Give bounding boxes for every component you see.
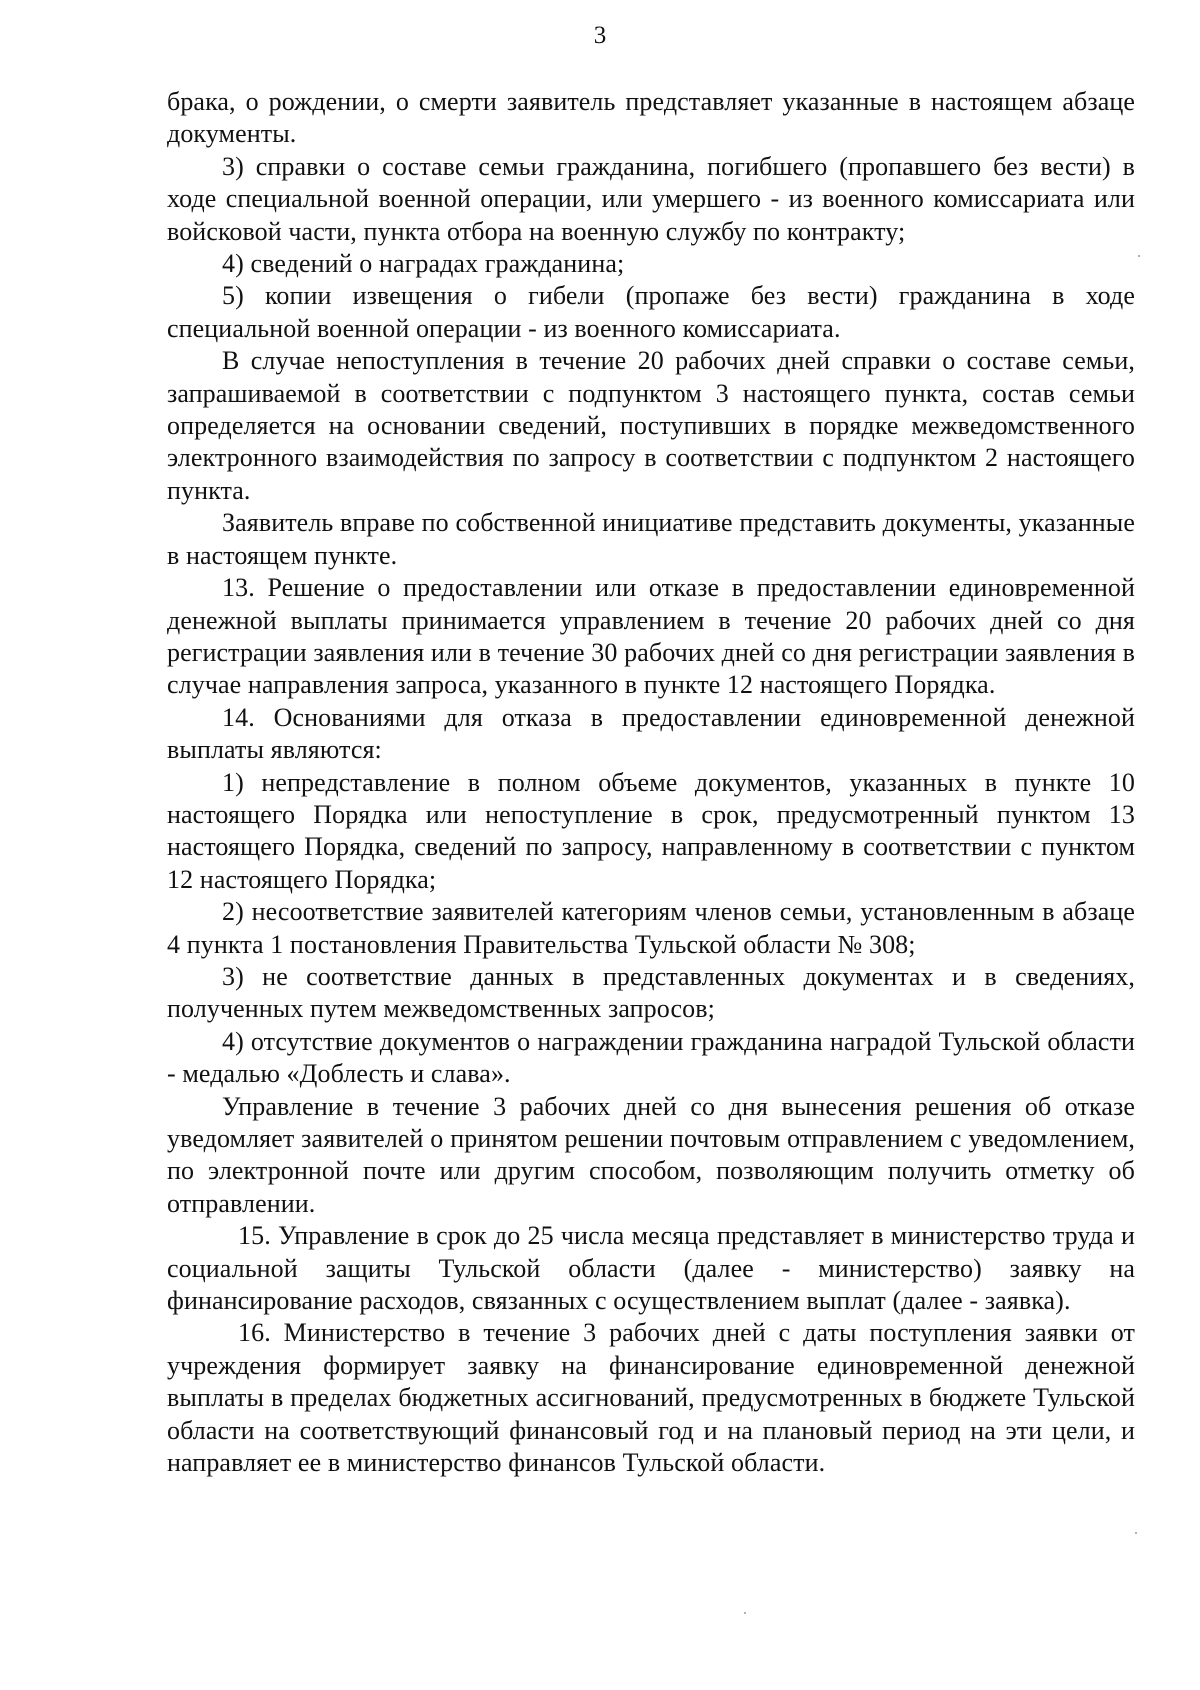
refusal-ground-4: 4) отсутствие документов о награждении гражданина наградой Тульской области - медалью «Доблесть и слава». [167, 1026, 1135, 1089]
list-item-4-awards: 4) сведений о наградах гражданина; [222, 249, 625, 279]
paragraph-refusal-notice: Управление в течение 3 рабочих дней со дня вынесения решения об отказе уведомляет заявителей о принятом решении почтовым отправлением с уведомлением, по электронной почте или другим способом, позволяющим получить отметку об отправлении. [167, 1091, 1135, 1218]
list-item-5-death-notice: 5) копии извещения о гибели (пропаже без вести) гражданина в ходе специальной военной операции - из военного комиссариата. [167, 281, 1135, 343]
scan-speck [1138, 255, 1140, 257]
document-body [167, 86, 1135, 1479]
clause-16-ministry: 16. Министерство в течение 3 рабочих дней с даты поступления заявки от учреждения формирует заявку на финансирование единовременной денежной выплаты в пределах бюджетных ассигнований, предусмотренных в бюджете Тульской области на соответствующий финансовый год и на плановый период на эти цели, и направляет ее в министерство финансов Тульской области. [167, 1318, 1135, 1478]
refusal-ground-1: 1) непредставление в полном объеме документов, указанных в пункте 10 настоящего Порядка или непоступление в срок, предусмотренный пунктом 13 настоящего Порядка, сведений по запросу, направленному в соответствии с пунктом 12 настоящего Порядка; [167, 767, 1135, 894]
clause-13-decision: 13. Решение о предоставлении или отказе в предоставлении единовременной денежной выплаты принимается управлением в течение 20 рабочих дней со дня регистрации заявления или в течение 30 рабочих дней со дня регистрации заявления в случае направления запроса, указанного в пункте 12 настоящего Порядка. [167, 573, 1135, 700]
clause-15-application: 15. Управление в срок до 25 числа месяца представляет в министерство труда и социальной защиты Тульской области (далее - министерство) заявку на финансирование расходов, связанных с осуществлением выплат (далее - заявка). [167, 1221, 1135, 1316]
scan-speck [744, 1612, 746, 1614]
list-item-3-family-certificate: 3) справки о составе семьи гражданина, погибшего (пропавшего без вести) в ходе специальной военной операции, или умершего - из военного комиссариата или войсковой части, пункта отбора на военную службу по контракту; [167, 151, 1135, 246]
paragraph-continuation: брака, о рождении, о смерти заявитель представляет указанные в настоящем абзаце документы. [167, 87, 1135, 149]
paragraph-own-initiative: Заявитель вправе по собственной инициативе представить документы, указанные в настоящем пункте. [167, 508, 1135, 570]
scan-speck [1135, 1532, 1137, 1534]
refusal-ground-3: 3) не соответствие данных в представленных документах и в сведениях, полученных путем межведомственных запросов; [167, 961, 1135, 1024]
clause-14-refusal-grounds: 14. Основаниями для отказа в предоставлении единовременной денежной выплаты являются: [167, 702, 1135, 765]
paragraph-non-receipt: В случае непоступления в течение 20 рабочих дней справки о составе семьи, запрашиваемой в соответствии с подпунктом 3 настоящего пункта, состав семьи определяется на основании сведений, поступивших в порядке межведомственного электронного взаимодействия по запросу в соответствии с подпунктом 2 настоящего пункта. [167, 346, 1135, 505]
refusal-ground-2: 2) несоответствие заявителей категориям членов семьи, установленным в абзаце 4 пункта 1 постановления Правительства Тульской области № 308; [167, 897, 1135, 959]
page-number: 3 [593, 22, 607, 49]
